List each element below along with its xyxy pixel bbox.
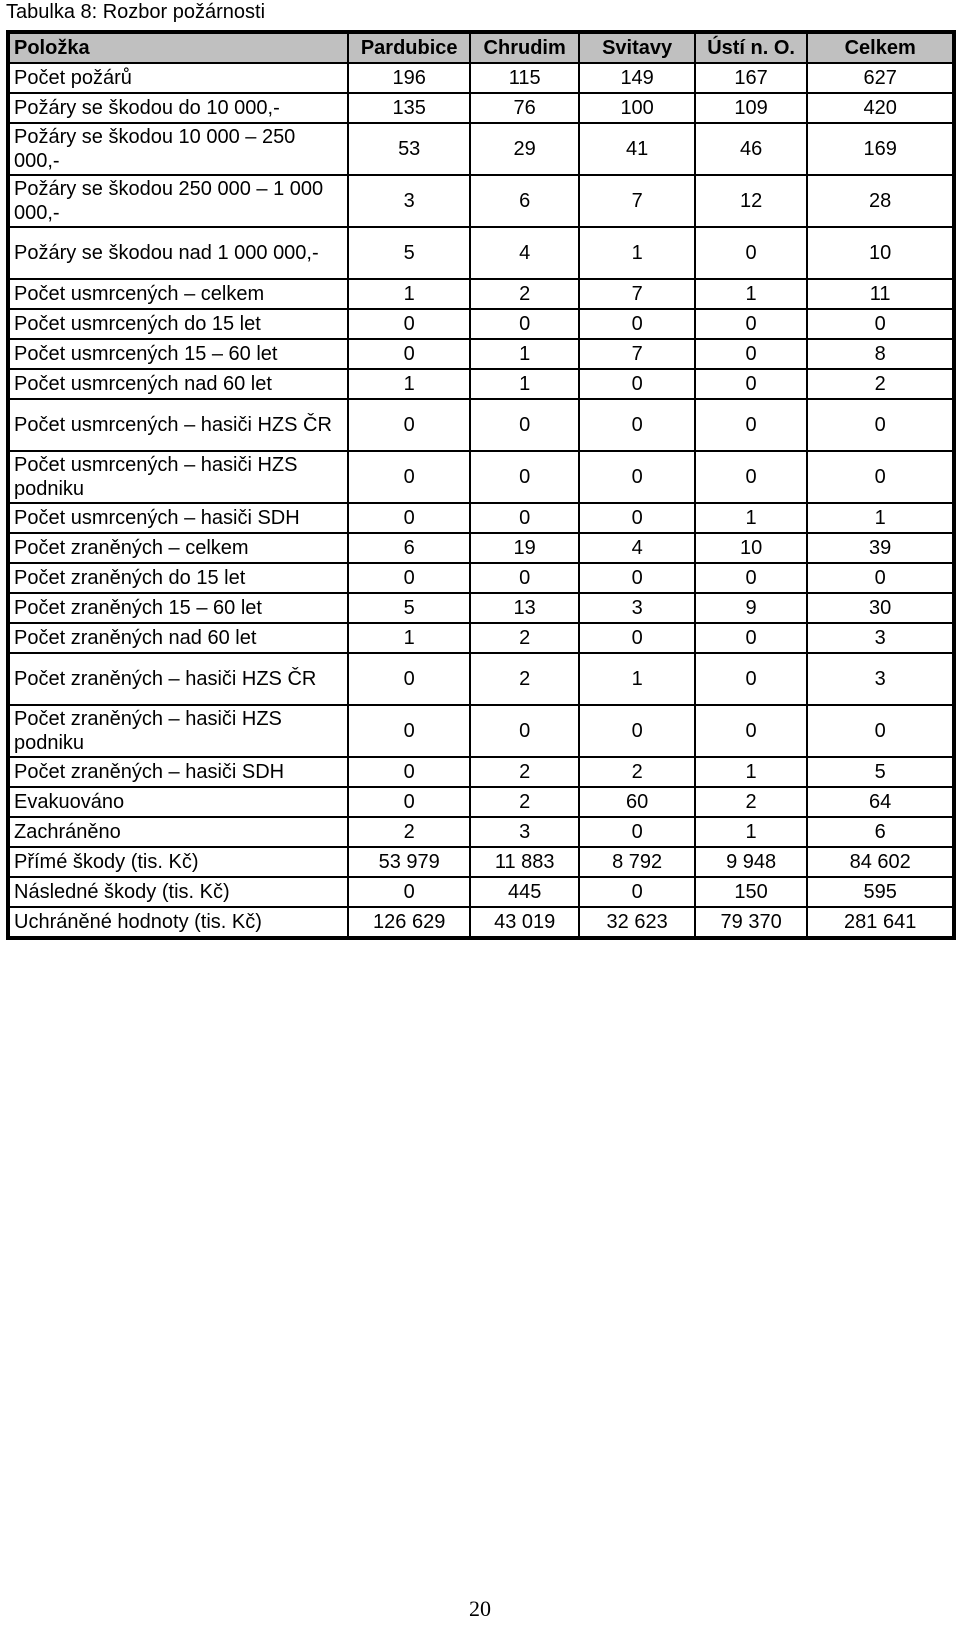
table-cell: 0 [695,227,807,279]
table-cell: 149 [579,63,694,93]
row-label: Počet usmrcených nad 60 let [8,369,348,399]
table-cell: 13 [470,593,579,623]
table-cell: 7 [579,175,694,227]
table-row [8,309,954,339]
row-label: Počet zraněných – hasiči HZS ČR [8,653,348,705]
table-cell: 2 [470,757,579,787]
table-cell: 0 [470,503,579,533]
table-cell: 0 [807,451,954,503]
table-cell: 0 [348,503,470,533]
table-cell: 53 979 [348,847,470,877]
table-cell: 0 [470,309,579,339]
table-cell: 3 [470,817,579,847]
table-cell: 0 [470,399,579,451]
table-cell: 0 [695,623,807,653]
table-cell: 11 [807,279,954,309]
table-cell: 0 [348,653,470,705]
table-cell: 1 [348,369,470,399]
row-label: Následné škody (tis. Kč) [8,877,348,907]
table-cell: 46 [695,123,807,175]
column-header-total: Celkem [807,32,954,63]
table-cell: 1 [695,817,807,847]
table-cell: 0 [807,399,954,451]
table-cell: 0 [470,563,579,593]
row-label: Počet usmrcených 15 – 60 let [8,339,348,369]
table-cell: 30 [807,593,954,623]
table-cell: 627 [807,63,954,93]
table-cell: 3 [807,653,954,705]
table-cell: 5 [807,757,954,787]
table-row [8,533,954,563]
table-cell: 1 [807,503,954,533]
table-cell: 126 629 [348,907,470,938]
table-cell: 79 370 [695,907,807,938]
table-header-row [8,32,954,63]
table-cell: 0 [348,309,470,339]
row-label: Uchráněné hodnoty (tis. Kč) [8,907,348,938]
table-cell: 28 [807,175,954,227]
row-label: Počet zraněných 15 – 60 let [8,593,348,623]
table-cell: 5 [348,227,470,279]
table-cell: 2 [470,787,579,817]
table-cell: 0 [807,705,954,757]
table-cell: 0 [695,339,807,369]
table-cell: 420 [807,93,954,123]
table-cell: 64 [807,787,954,817]
table-cell: 0 [348,787,470,817]
table-row [8,907,954,938]
table-cell: 0 [579,705,694,757]
table-cell: 6 [470,175,579,227]
table-cell: 0 [695,309,807,339]
table-cell: 167 [695,63,807,93]
table-row [8,339,954,369]
table-cell: 10 [807,227,954,279]
table-cell: 1 [348,279,470,309]
table-cell: 4 [470,227,579,279]
table-cell: 1 [470,369,579,399]
table-row [8,623,954,653]
table-cell: 3 [348,175,470,227]
table-cell: 1 [579,227,694,279]
table-row [8,757,954,787]
table-row [8,175,954,227]
table-cell: 135 [348,93,470,123]
table-cell: 0 [348,339,470,369]
column-header-svitavy: Svitavy [579,32,694,63]
table-cell: 0 [579,503,694,533]
table-cell: 445 [470,877,579,907]
table-cell: 84 602 [807,847,954,877]
table-cell: 0 [348,399,470,451]
table-cell: 11 883 [470,847,579,877]
column-header-usti: Ústí n. O. [695,32,807,63]
table-cell: 1 [579,653,694,705]
table-cell: 0 [470,705,579,757]
table-cell: 0 [579,623,694,653]
table-cell: 0 [579,399,694,451]
row-label: Požáry se škodou nad 1 000 000,- [8,227,348,279]
fire-statistics-table [6,30,956,940]
table-cell: 0 [695,369,807,399]
table-cell: 1 [470,339,579,369]
table-cell: 100 [579,93,694,123]
page-number: 20 [469,1596,491,1621]
table-cell: 0 [579,563,694,593]
table-cell: 9 948 [695,847,807,877]
table-cell: 1 [695,279,807,309]
table-cell: 41 [579,123,694,175]
table-cell: 29 [470,123,579,175]
table-row [8,93,954,123]
table-cell: 8 [807,339,954,369]
table-cell: 0 [348,705,470,757]
row-label: Požáry se škodou 250 000 – 1 000 000,- [8,175,348,227]
table-cell: 0 [579,451,694,503]
table-cell: 6 [348,533,470,563]
row-label: Počet zraněných – celkem [8,533,348,563]
table-cell: 0 [348,877,470,907]
column-header-pardubice: Pardubice [348,32,470,63]
table-cell: 0 [579,817,694,847]
table-cell: 10 [695,533,807,563]
table-row [8,877,954,907]
table-row [8,451,954,503]
table-cell: 6 [807,817,954,847]
table-row [8,653,954,705]
table-row [8,563,954,593]
table-row [8,705,954,757]
table-cell: 0 [470,451,579,503]
table-cell: 43 019 [470,907,579,938]
table-caption: Tabulka 8: Rozbor požárnosti [6,1,266,23]
column-header-chrudim: Chrudim [470,32,579,63]
table-cell: 32 623 [579,907,694,938]
table-cell: 281 641 [807,907,954,938]
table-cell: 8 792 [579,847,694,877]
table-cell: 4 [579,533,694,563]
table-body [8,63,954,938]
table-cell: 2 [470,279,579,309]
table-cell: 0 [695,451,807,503]
table-cell: 2 [348,817,470,847]
table-cell: 1 [695,503,807,533]
table-cell: 2 [695,787,807,817]
table-cell: 2 [470,623,579,653]
table-cell: 595 [807,877,954,907]
table-cell: 0 [695,399,807,451]
table-cell: 1 [348,623,470,653]
row-label: Počet zraněných – hasiči HZS podniku [8,705,348,757]
table-row [8,369,954,399]
table-cell: 0 [807,563,954,593]
table-cell: 0 [695,653,807,705]
row-label: Počet usmrcených – hasiči HZS ČR [8,399,348,451]
table-cell: 0 [695,563,807,593]
table-cell: 0 [579,369,694,399]
table-row [8,787,954,817]
table-cell: 0 [579,309,694,339]
table-cell: 1 [695,757,807,787]
column-header-item: Položka [8,32,348,63]
table-row [8,847,954,877]
table-cell: 150 [695,877,807,907]
row-label: Počet zraněných – hasiči SDH [8,757,348,787]
table-cell: 7 [579,279,694,309]
table-cell: 0 [579,877,694,907]
table-cell: 76 [470,93,579,123]
table-cell: 60 [579,787,694,817]
row-label: Požáry se škodou do 10 000,- [8,93,348,123]
table-cell: 3 [579,593,694,623]
table-cell: 115 [470,63,579,93]
table-cell: 7 [579,339,694,369]
table-row [8,503,954,533]
table-cell: 2 [807,369,954,399]
row-label: Požáry se škodou 10 000 – 250 000,- [8,123,348,175]
table-cell: 196 [348,63,470,93]
table-cell: 2 [579,757,694,787]
table-row [8,63,954,93]
table-cell: 53 [348,123,470,175]
table-cell: 0 [807,309,954,339]
table-cell: 3 [807,623,954,653]
table-cell: 109 [695,93,807,123]
table-cell: 39 [807,533,954,563]
table-cell: 9 [695,593,807,623]
table-row [8,593,954,623]
table-cell: 0 [348,757,470,787]
row-label: Evakuováno [8,787,348,817]
table-cell: 169 [807,123,954,175]
table-cell: 0 [348,563,470,593]
table-row [8,817,954,847]
table-row [8,399,954,451]
table-cell: 19 [470,533,579,563]
table-row [8,227,954,279]
row-label: Počet usmrcených – hasiči SDH [8,503,348,533]
table-cell: 0 [695,705,807,757]
table-cell: 0 [348,451,470,503]
table-cell: 12 [695,175,807,227]
row-label: Počet zraněných nad 60 let [8,623,348,653]
table-row [8,279,954,309]
row-label: Zachráněno [8,817,348,847]
row-label: Počet zraněných do 15 let [8,563,348,593]
row-label: Přímé škody (tis. Kč) [8,847,348,877]
row-label: Počet usmrcených do 15 let [8,309,348,339]
table-cell: 5 [348,593,470,623]
table-row [8,123,954,175]
row-label: Počet požárů [8,63,348,93]
row-label: Počet usmrcených – hasiči HZS podniku [8,451,348,503]
table-cell: 2 [470,653,579,705]
row-label: Počet usmrcených – celkem [8,279,348,309]
